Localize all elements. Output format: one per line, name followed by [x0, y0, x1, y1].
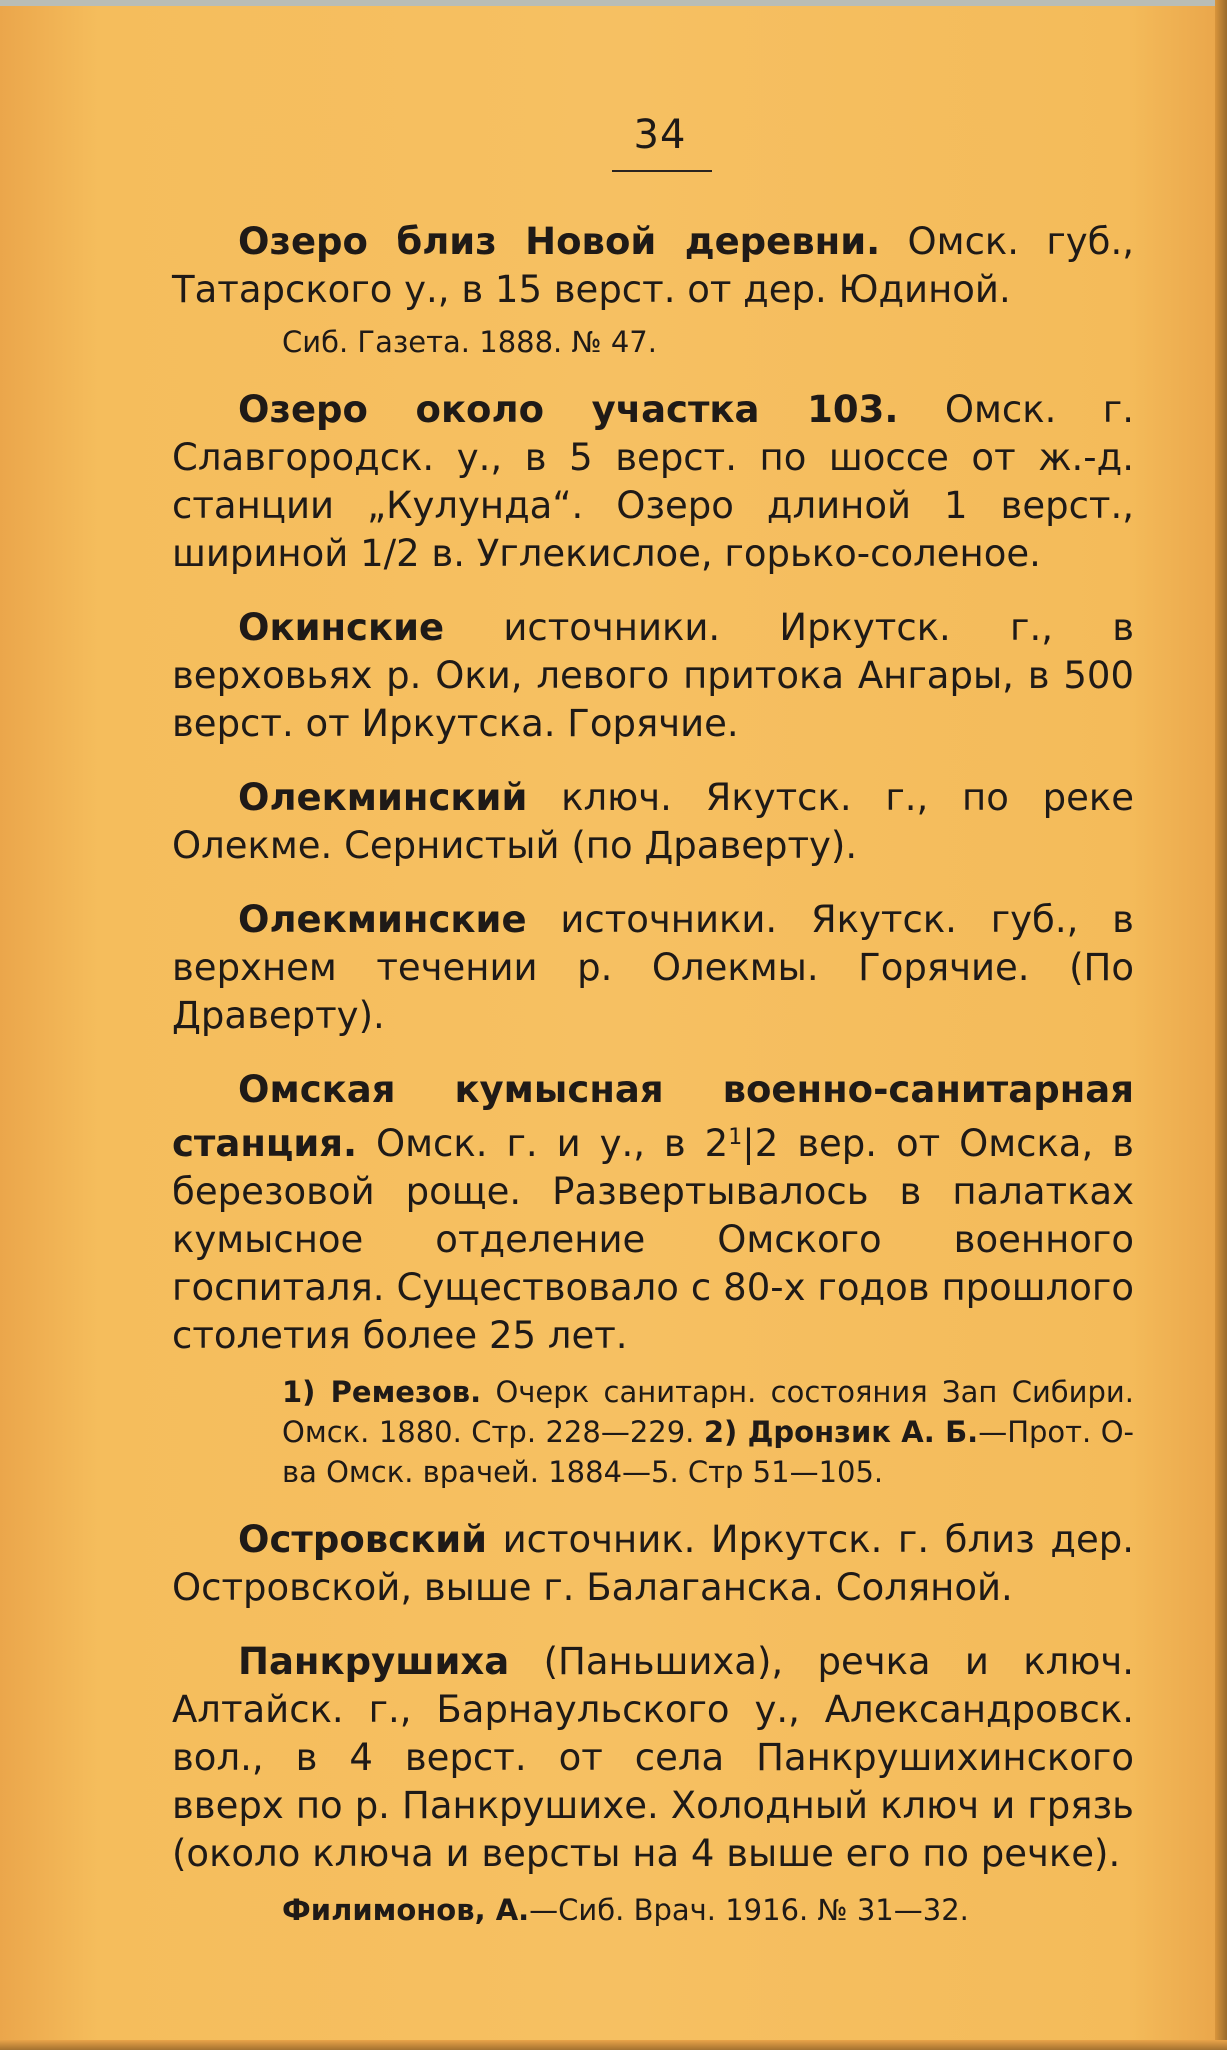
entry-body-end: в. Углекислое, горько-соленое. — [419, 532, 1041, 575]
entry-body: ключ. Якутск. г., по реке Олекме. Сернистый (по Драверту). — [172, 776, 1134, 867]
entry-body: Омск. г. и у., в 2 — [357, 1122, 729, 1165]
entry-ostrovskiy-istochnik — [172, 1516, 1134, 1612]
entry-body: Омск. губ., Татарского у., в 15 верст. от дер. Юдиной. — [172, 220, 1134, 311]
entry-body: (Паньшиха), речка и ключ. Алтайск. г., Барнаульского у., Александровск. вол., в 4 верст. от села Панкрушихинского вверх по р. Панкрушихе. Холодный ключ и грязь (около ключа и версты на 4 выше его по речке). — [172, 1640, 1134, 1875]
entry-title: Озеро близ Новой деревни. — [238, 220, 881, 263]
page-bottom-edge — [0, 2040, 1227, 2050]
entry-title: Омская кумысная военно-санитарная станция. — [172, 1068, 1134, 1165]
entry-reference: Сиб. Газета. 1888. № 47. — [282, 325, 657, 359]
entry-body: Омск. г. Славгородск. у., в 5 верст. по шоссе от ж.-д. станции „Кулунда“. Озеро длиной 1 верст., шириной — [172, 388, 1134, 575]
ref-text: Очерк санитарн. состояния Зап Сибири. Омск. 1880. Стр. 228—229. — [282, 1375, 1134, 1449]
ref-author: 1) Ремезов. — [282, 1375, 482, 1409]
page-top-edge — [0, 0, 1227, 6]
ref-author: 2) Дронзик А. Б. — [703, 1415, 979, 1449]
entry-title: Олекминский — [238, 776, 528, 819]
fraction-numerator: 1 — [728, 1125, 743, 1150]
entry-reference — [282, 1372, 1134, 1492]
ref-author: Филимонов, А. — [282, 1893, 530, 1927]
entry-title: Панкрушиха — [238, 1640, 510, 1683]
entry-omskaya-kumysnaya-stanciya — [172, 1066, 1134, 1360]
entry-title: Озеро около участка 103. — [238, 388, 899, 431]
entry-title: Островский — [238, 1518, 488, 1561]
page-number-rule — [612, 170, 712, 172]
entry-reference — [282, 1890, 1134, 1930]
entry-olekminskiy-klyuch — [172, 774, 1134, 870]
entry-okinskie-istochniki — [172, 604, 1134, 748]
entry-body: источник. Иркутск. г. близ дер. Островской, выше г. Балаганска. Соляной. — [172, 1518, 1134, 1609]
entry-body: источники. Якутск. губ., в верхнем течении р. Олекмы. Горячие. (По Драверту). — [172, 898, 1134, 1037]
entry-olekminskie-istochniki — [172, 896, 1134, 1040]
entry-title: Окинские — [238, 606, 445, 649]
page-right-edge — [1215, 0, 1227, 2050]
page-number: 34 — [633, 112, 687, 158]
ref-text: —Прот. О-ва Омск. врачей. 1884—5. Стр 51—105. — [282, 1415, 1134, 1489]
text-block — [172, 218, 1134, 1954]
entry-body: источники. Иркутск. г., в верховьях р. Оки, левого притока Ангары, в 500 верст. от Иркутска. Горячие. — [172, 606, 1134, 745]
entry-body-end: вер. от Омска, в березовой роще. Развертывалось в палатках кумысное отделение Омского военного госпиталя. Существовало с 80-х годов прошлого столетия более 25 лет. — [172, 1122, 1134, 1357]
fraction-denominator: |2 — [742, 1122, 779, 1165]
entry-title: Олекминские — [238, 898, 527, 941]
entry-pankrushiha — [172, 1638, 1134, 1878]
entry-ozero-novoy-derevni — [172, 218, 1134, 314]
ref-text: —Сиб. Врач. 1916. № 31—32. — [529, 1893, 969, 1927]
fraction: 1/2 — [360, 532, 420, 575]
entry-ozero-uchastok-103 — [172, 386, 1134, 578]
